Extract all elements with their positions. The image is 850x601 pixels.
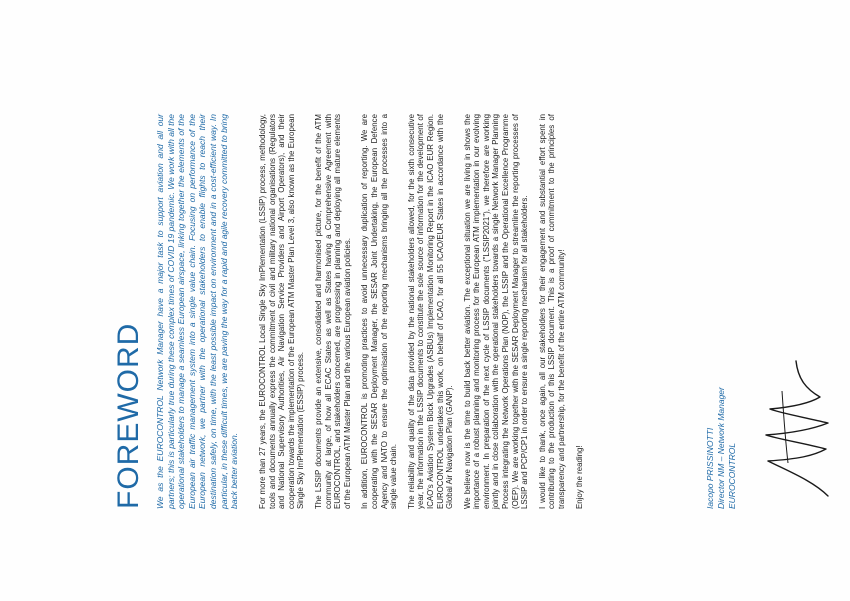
paragraph: In addition, EUROCONTROL is promoting practices to avoid unnecessary duplication of reporting. We are cooperating with the SESAR Deployment Manager, the SESAR Joint Undertaking, the European Defence Agency and NATO to ensure the optimisation of the reporting mechanisms bringing all the processes into a single value chain. (360, 114, 399, 509)
paragraph: The reliability and quality of the data provided by the national stakeholders allowed, for the sixth consecutive year, the information in the LSSIP documents to constitute the sole source of information for the development of ICAO's Aviation System Block Upgrades (ASBUs) Implementation Monitoring Report in the ICAO EUR Region. EUROCONTROL undertakes this work, on behalf of ICAO, for all 55 ICAO/EUR States in accordance with the Global Air Navigation Plan (GANP). (406, 114, 455, 509)
paragraph: For more than 27 years, the EUROCONTROL Local Single Sky ImPlementation (LSSIP) process, methodology, tools and documents annually express the commitment of civil and military national organisations (Regulators and National Supervisory Authorities, Air Navigation Service Providers and Airport Operators), and their cooperation towards the implementation of the European ATM Master Plan Level 3, also known as the European Single Sky ImPlementation (ESSIP) process. (258, 114, 306, 509)
signatory-block (705, 309, 738, 509)
signatory-name: Iacopo PRISSINOTTI (705, 427, 715, 509)
intro-paragraph: We as the EUROCONTROL Network Manager have a major task to support aviation and all our partners; this is particularly true during these complex times of COVID 19 pandemic. We work with all the operational stakeholders to manage a seamless European airspace, linking together the elements of the European air traffic management system into a single value chain. Focusing on performance of the European network, we partner with the operational stakeholders to enable flights to reach their destination safely, on time, with the least possible impact on environment and in a cost-efficient way. In particular, in these difficult times, we are paving the way for a rapid and agile recovery committed to bring back better aviation. (155, 114, 240, 509)
paragraph: We believe now is the time to build back better aviation. The exceptional situation we are living in shows the importance of a robust planning and monitoring process for the European ATM implementation in our evolving environment. In preparation of the next cycle of LSSIP documents ("LSSIP2021"), we therefore are working jointly and in close collaboration with the operational stakeholders towards a single Network Manager Planning Process integrating the Network Operations Plan (NOP), the LSSIP and the Operational Excellence Programme (OEP). We are working together with the SESAR Deployment Manager to streamline the reporting processes of LSSIP and PCP/CP1 in order to ensure a single reporting mechanism for all stakeholders. (462, 114, 530, 509)
handwritten-signature (758, 351, 838, 501)
paragraph: The LSSIP documents provide an extensive, consolidated and harmonised picture, for the benefit of the ATM community at large, of how all ECAC States as well as States having a Comprehensive Agreement with EUROCONTROL, and stakeholders concerned, are progressing in planning and deploying all mature elements of the European ATM Master Plan and the various European aviation policies. (313, 114, 352, 509)
paragraph: Enjoy the reading! (574, 445, 584, 509)
paragraph: I would like to thank, once again, all our stakeholders for their engagement and substantial effort spent in contributing to the production of this LSSIP document. This is a proof of commitment to the principles of transparency and partnership, for the benefit of the entire ATM community! (537, 114, 567, 509)
body-text (258, 114, 592, 509)
signatory-org: EUROCONTROL (727, 442, 737, 509)
page-title: FOREWORD (112, 322, 145, 509)
signatory-role: Director NM – Network Manager (716, 387, 726, 509)
